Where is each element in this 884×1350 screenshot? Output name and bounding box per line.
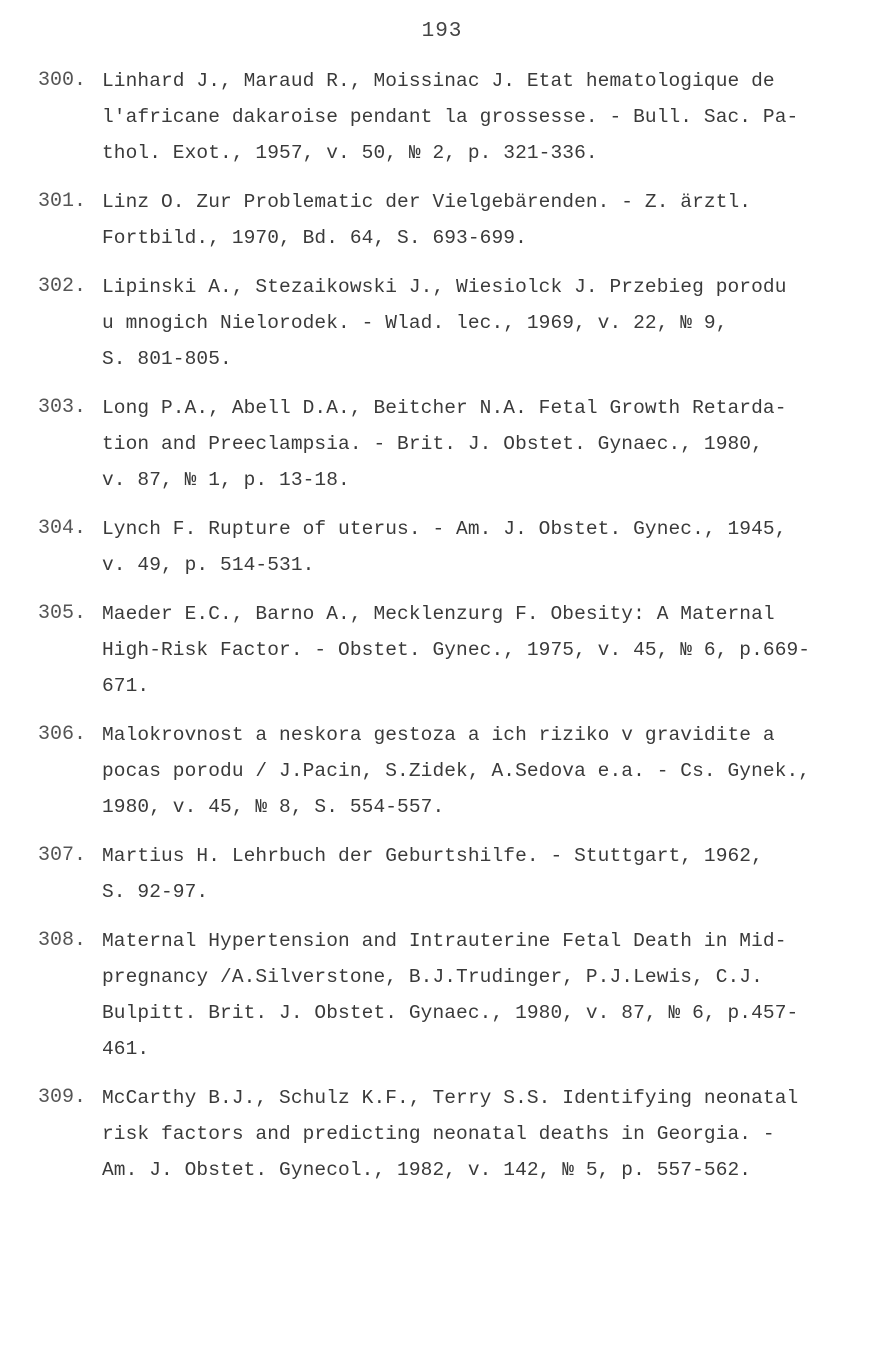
reference-number: 303. (38, 396, 87, 419)
reference-text-line: Linhard J., Maraud R., Moissinac J. Etat hematologique de (102, 70, 775, 92)
reference-number: 307. (38, 844, 87, 867)
reference-text-line: u mnogich Nielorodek. - Wlad. lec., 1969, v. 22, № 9, (102, 312, 728, 334)
reference-text-line: Am. J. Obstet. Gynecol., 1982, v. 142, № 5, p. 557-562. (102, 1159, 752, 1181)
page-number: 193 (421, 20, 463, 43)
reference-number: 302. (38, 275, 87, 298)
reference-text-line: Maeder E.C., Barno A., Mecklenzurg F. Obesity: A Maternal (102, 603, 775, 625)
reference-text-line: 671. (102, 675, 150, 697)
reference-text-line: Maternal Hypertension and Intrauterine Fetal Death in Mid- (102, 930, 787, 952)
reference-text-line: v. 49, p. 514-531. (102, 554, 315, 576)
reference-number: 306. (38, 723, 87, 746)
reference-text-line: Martius H. Lehrbuch der Geburtshilfe. - Stuttgart, 1962, (102, 845, 763, 867)
reference-text-line: McCarthy B.J., Schulz K.F., Terry S.S. Identifying neonatal (102, 1087, 799, 1109)
reference-entry (38, 511, 858, 583)
reference-text-line: Long P.A., Abell D.A., Beitcher N.A. Fetal Growth Retarda- (102, 397, 787, 419)
reference-text-line: Lynch F. Rupture of uterus. - Am. J. Obstet. Gynec., 1945, (102, 518, 787, 540)
reference-entry (38, 390, 858, 498)
reference-entry (38, 269, 858, 377)
reference-text-line: 1980, v. 45, № 8, S. 554-557. (102, 796, 445, 818)
reference-text-line: pocas porodu / J.Pacin, S.Zidek, A.Sedova e.a. - Cs. Gynek., (102, 760, 811, 782)
reference-text-line: S. 801-805. (102, 348, 232, 370)
reference-entry (38, 838, 858, 910)
reference-text-line: risk factors and predicting neonatal deaths in Georgia. - (102, 1123, 775, 1145)
reference-text-line: tion and Preeclampsia. - Brit. J. Obstet. Gynaec., 1980, (102, 433, 763, 455)
reference-text-line: Fortbild., 1970, Bd. 64, S. 693-699. (102, 227, 527, 249)
reference-text-line: Linz O. Zur Problematic der Vielgebärenden. - Z. ärztl. (102, 191, 752, 213)
reference-text-line: v. 87, № 1, p. 13-18. (102, 469, 350, 491)
reference-text-line: High-Risk Factor. - Obstet. Gynec., 1975, v. 45, № 6, p.669- (102, 639, 811, 661)
reference-number: 309. (38, 1086, 87, 1109)
reference-entry (38, 184, 858, 256)
reference-text-line: Bulpitt. Brit. J. Obstet. Gynaec., 1980, v. 87, № 6, p.457- (102, 1002, 799, 1024)
reference-entry (38, 717, 858, 825)
reference-text-line: Lipinski A., Stezaikowski J., Wiesiolck J. Przebieg porodu (102, 276, 787, 298)
reference-text-line: S. 92-97. (102, 881, 209, 903)
reference-entry (38, 923, 858, 1067)
reference-text-line: pregnancy /A.Silverstone, B.J.Trudinger, P.J.Lewis, C.J. (102, 966, 763, 988)
reference-entry (38, 596, 858, 704)
reference-number: 304. (38, 517, 87, 540)
reference-number: 305. (38, 602, 87, 625)
reference-entry (38, 63, 858, 171)
reference-number: 308. (38, 929, 87, 952)
reference-number: 301. (38, 190, 87, 213)
reference-list (38, 63, 858, 1201)
reference-text-line: l'africane dakaroise pendant la grossesse. - Bull. Sac. Pa- (102, 106, 799, 128)
reference-entry (38, 1080, 858, 1188)
reference-text-line: Malokrovnost a neskora gestoza a ich riziko v gravidite a (102, 724, 775, 746)
reference-number: 300. (38, 69, 87, 92)
reference-text-line: thol. Exot., 1957, v. 50, № 2, p. 321-336. (102, 142, 598, 164)
reference-text-line: 461. (102, 1038, 150, 1060)
